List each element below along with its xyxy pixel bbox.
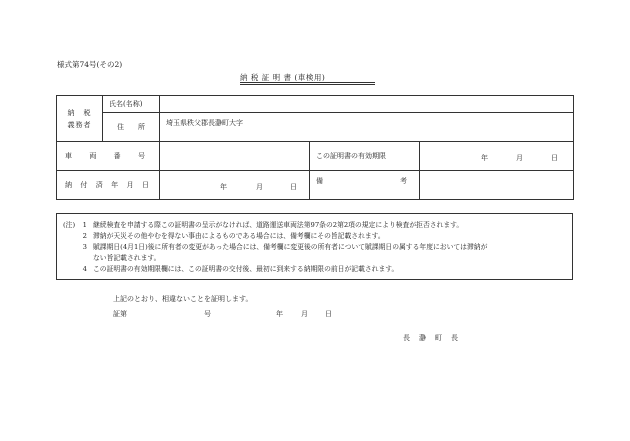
remarks-label	[310, 171, 420, 200]
note-number	[63, 253, 93, 264]
paid-month: 月	[256, 183, 263, 191]
certification-statement: 上記のとおり、相違ないことを証明します。	[113, 295, 253, 303]
vehicle-label-char-1: 車	[65, 152, 72, 160]
paid-label-char-6: 日	[141, 181, 149, 189]
vehicle-label-char-2: 両	[89, 152, 97, 160]
form-number: 様式第74号(その2)	[57, 60, 123, 69]
note-item	[63, 242, 566, 253]
vehicle-label-char-4: 号	[137, 152, 145, 160]
vehicle-number-field[interactable]	[160, 142, 310, 171]
certificate-number-suffix: 号	[204, 310, 211, 318]
paid-year: 年	[220, 183, 227, 191]
remarks-field[interactable]	[420, 171, 574, 200]
vehicle-number-label	[57, 142, 160, 171]
issuer-title: 長 瀞 町 長	[403, 334, 459, 342]
document-title: 納 税 証 明 書 (車検用)	[240, 73, 326, 82]
address-value-field[interactable]: 埼玉県秩父郡長瀞町大字	[160, 113, 574, 142]
certificate-number-label: 証第	[113, 310, 127, 318]
note-number: 3	[82, 243, 87, 251]
note-text: 賦課期日(4月1日)後に所有者の変更があった場合には、備考欄に変更後の所有者について賦課期日の属する年度においては滞納が	[93, 243, 488, 251]
certificate-month: 月	[301, 310, 308, 318]
note-text: ない旨記載されます。	[93, 254, 161, 262]
certificate-year: 年	[276, 310, 283, 318]
validity-label: この証明書の有効期限	[310, 142, 420, 171]
address-label: 住 所	[103, 113, 160, 142]
paid-date-field[interactable]	[160, 171, 310, 200]
validity-year: 年	[481, 154, 488, 162]
notes-box	[56, 213, 573, 280]
note-item	[63, 253, 566, 264]
remarks-label-char-2: 考	[400, 177, 407, 185]
note-item	[63, 264, 566, 275]
paid-date-label	[57, 171, 160, 200]
paid-label-char-3: 済	[95, 181, 103, 189]
name-label: 氏名(名称)	[103, 96, 160, 113]
note-number: 1	[82, 221, 87, 229]
paid-label-char-4: 年	[111, 181, 119, 189]
title-underline	[240, 82, 375, 83]
certificate-day: 日	[325, 310, 332, 318]
validity-month: 月	[516, 154, 523, 162]
note-text: この証明書の有効期限欄には、この証明書の交付後、最初に到来する納期限の前日が記載されます。	[93, 265, 399, 273]
note-text: 滞納が天災その他やむを得ない事由によるものである場合には、備考欄にその旨記載されます。	[93, 232, 385, 240]
name-value-field[interactable]	[160, 96, 574, 113]
paid-label-char-1: 納	[65, 181, 72, 189]
note-number: 2	[82, 232, 87, 240]
paid-day: 日	[290, 183, 297, 191]
validity-day: 日	[551, 154, 558, 162]
note-number: 4	[82, 265, 87, 273]
note-item	[63, 231, 566, 242]
note-text: 継続検査を申請する際この証明書の呈示がなければ、道路運送車両法第97条の2第2項の規定により検査が拒否されます。	[93, 221, 464, 229]
notes-marker: (注)	[63, 221, 76, 229]
vehicle-label-char-3: 番	[113, 152, 121, 160]
note-item	[63, 220, 566, 231]
certificate-table	[56, 95, 574, 200]
validity-date-field[interactable]	[420, 142, 574, 171]
taxpayer-label: 納 税 義務者	[57, 96, 103, 142]
remarks-label-char-1: 備	[316, 177, 323, 185]
paid-label-char-5: 月	[126, 181, 134, 189]
paid-label-char-2: 付	[80, 181, 88, 189]
title-underline-2	[240, 84, 375, 85]
